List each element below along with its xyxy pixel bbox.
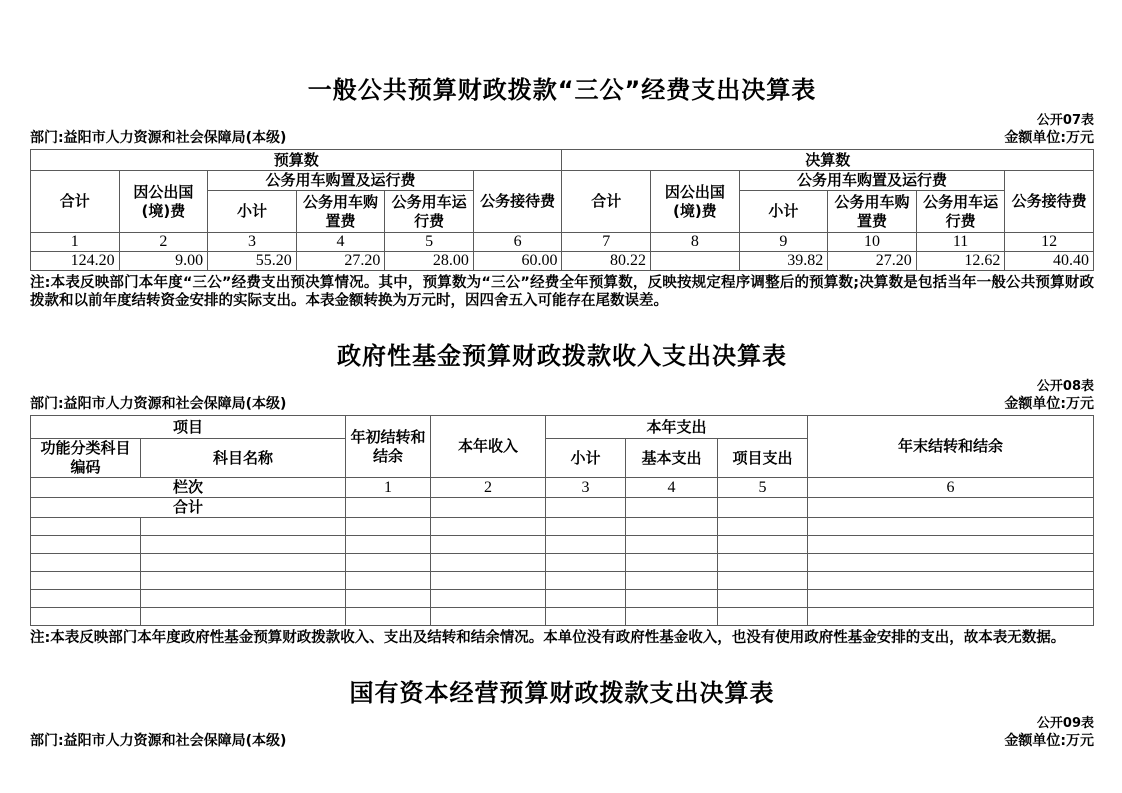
empty-cell — [31, 536, 141, 554]
year-expense-group-header: 本年支出 — [546, 416, 808, 439]
value-cell: 12.62 — [916, 252, 1005, 271]
final-abroad-header: 因公出国(境)费 — [651, 171, 740, 233]
empty-cell — [431, 518, 546, 536]
section1-title: 一般公共预算财政拨款“三公”经费支出决算表 — [307, 76, 817, 104]
budget-reception-header: 公务接待费 — [473, 171, 562, 233]
column-number-cell: 9 — [739, 233, 828, 252]
final-total-header: 合计 — [562, 171, 651, 233]
section3-table-code: 公开09表 — [1036, 716, 1094, 731]
value-cell: 55.20 — [208, 252, 297, 271]
empty-cell — [626, 554, 718, 572]
budget-abroad-header: 因公出国(境)费 — [119, 171, 208, 233]
empty-cell — [431, 554, 546, 572]
value-cell: 28.00 — [385, 252, 474, 271]
empty-cell — [141, 590, 346, 608]
empty-cell — [546, 518, 626, 536]
gov-fund-table — [30, 415, 1094, 626]
empty-cell — [718, 608, 808, 626]
empty-cell — [31, 608, 141, 626]
budget-vehicle-purchase-header: 公务用车购置费 — [296, 191, 385, 233]
empty-cell — [808, 572, 1094, 590]
empty-cell — [546, 608, 626, 626]
empty-cell — [808, 590, 1094, 608]
budget-vehicle-group-header: 公务用车购置及运行费 — [208, 171, 474, 191]
column-number-cell: 4 — [626, 478, 718, 498]
final-reception-header: 公务接待费 — [1005, 171, 1094, 233]
column-number-cell: 1 — [31, 233, 120, 252]
empty-cell — [431, 590, 546, 608]
empty-cell — [626, 536, 718, 554]
empty-cell — [718, 536, 808, 554]
empty-cell — [431, 572, 546, 590]
empty-cell — [626, 608, 718, 626]
empty-cell — [31, 590, 141, 608]
budget-vehicle-operation-header: 公务用车运行费 — [385, 191, 474, 233]
empty-cell — [626, 590, 718, 608]
empty-cell — [346, 536, 431, 554]
final-vehicle-operation-header: 公务用车运行费 — [916, 191, 1005, 233]
empty-cell — [141, 572, 346, 590]
section3-unit: 金额单位:万元 — [1004, 733, 1094, 749]
empty-cell — [546, 554, 626, 572]
value-cell: 60.00 — [473, 252, 562, 271]
empty-cell — [431, 536, 546, 554]
section2-table-code: 公开08表 — [1036, 379, 1094, 394]
empty-cell — [346, 518, 431, 536]
empty-cell — [808, 498, 1094, 518]
empty-cell — [431, 608, 546, 626]
budget-total-header: 合计 — [31, 171, 120, 233]
value-cell: 40.40 — [1005, 252, 1094, 271]
year-income-header: 本年收入 — [431, 416, 546, 478]
value-cell — [651, 252, 740, 271]
empty-cell — [718, 554, 808, 572]
empty-cell — [808, 608, 1094, 626]
empty-cell — [346, 572, 431, 590]
section3-department: 部门:益阳市人力资源和社会保障局(本级) — [30, 733, 287, 749]
column-number-cell: 6 — [473, 233, 562, 252]
final-vehicle-purchase-header: 公务用车购置费 — [828, 191, 917, 233]
value-cell: 80.22 — [562, 252, 651, 271]
empty-cell — [141, 608, 346, 626]
section2-unit: 金额单位:万元 — [1004, 396, 1094, 412]
budget-vehicle-subtotal-header: 小计 — [208, 191, 297, 233]
empty-cell — [31, 572, 141, 590]
empty-cell — [546, 572, 626, 590]
column-number-cell: 3 — [208, 233, 297, 252]
column-number-cell: 11 — [916, 233, 1005, 252]
column-number-cell: 6 — [808, 478, 1094, 498]
empty-cell — [346, 608, 431, 626]
empty-cell — [718, 590, 808, 608]
section2-department: 部门:益阳市人力资源和社会保障局(本级) — [30, 396, 287, 412]
empty-cell — [808, 554, 1094, 572]
empty-cell — [718, 518, 808, 536]
column-number-cell: 5 — [385, 233, 474, 252]
empty-cell — [141, 518, 346, 536]
empty-cell — [546, 498, 626, 518]
column-number-cell: 2 — [119, 233, 208, 252]
column-number-cell: 5 — [718, 478, 808, 498]
value-cell: 9.00 — [119, 252, 208, 271]
empty-cell — [31, 554, 141, 572]
column-number-cell: 2 — [431, 478, 546, 498]
func-code-header: 功能分类科目编码 — [31, 439, 141, 478]
column-number-cell: 12 — [1005, 233, 1094, 252]
column-number-cell: 1 — [346, 478, 431, 498]
value-cell: 27.20 — [296, 252, 385, 271]
column-number-cell: 7 — [562, 233, 651, 252]
empty-cell — [808, 536, 1094, 554]
column-number-cell: 10 — [828, 233, 917, 252]
empty-cell — [546, 590, 626, 608]
section2-title: 政府性基金预算财政拨款收入支出决算表 — [337, 342, 787, 370]
begin-balance-header: 年初结转和结余 — [346, 416, 431, 478]
final-vehicle-subtotal-header: 小计 — [739, 191, 828, 233]
empty-cell — [718, 572, 808, 590]
empty-cell — [141, 536, 346, 554]
project-expense-header: 项目支出 — [718, 439, 808, 478]
empty-cell — [346, 554, 431, 572]
section1-department: 部门:益阳市人力资源和社会保障局(本级) — [30, 130, 287, 146]
value-cell: 39.82 — [739, 252, 828, 271]
row-index-label: 栏次 — [31, 478, 346, 498]
section1-note: 注:本表反映部门本年度“三公”经费支出预决算情况。其中，预算数为“三公”经费全年预算数，反映按规定程序调整后的预算数;决算数是包括当年一般公共预算财政拨款和以前年度结转资金安排的实际支出。本表金额转换为万元时，因四舍五入可能存在尾数误差。 — [30, 275, 1094, 309]
empty-cell — [718, 498, 808, 518]
empty-cell — [808, 518, 1094, 536]
budget-group-header: 预算数 — [31, 150, 562, 171]
end-balance-header: 年末结转和结余 — [808, 416, 1094, 478]
basic-expense-header: 基本支出 — [626, 439, 718, 478]
section1-table-code: 公开07表 — [1036, 113, 1094, 128]
column-number-cell: 4 — [296, 233, 385, 252]
empty-cell — [626, 518, 718, 536]
empty-cell — [346, 498, 431, 518]
subject-name-header: 科目名称 — [141, 439, 346, 478]
empty-cell — [626, 572, 718, 590]
expense-subtotal-header: 小计 — [546, 439, 626, 478]
value-cell: 124.20 — [31, 252, 120, 271]
empty-cell — [546, 536, 626, 554]
column-number-cell: 8 — [651, 233, 740, 252]
sangong-expense-table — [30, 149, 1094, 271]
section1-unit: 金额单位:万元 — [1004, 130, 1094, 146]
final-vehicle-group-header: 公务用车购置及运行费 — [739, 171, 1005, 191]
empty-cell — [626, 498, 718, 518]
final-group-header: 决算数 — [562, 150, 1094, 171]
empty-cell — [346, 590, 431, 608]
project-group-header: 项目 — [31, 416, 346, 439]
empty-cell — [141, 554, 346, 572]
empty-cell — [31, 518, 141, 536]
value-cell: 27.20 — [828, 252, 917, 271]
empty-cell — [431, 498, 546, 518]
section2-note: 注:本表反映部门本年度政府性基金预算财政拨款收入、支出及结转和结余情况。本单位没有政府性基金收入，也没有使用政府性基金安排的支出，故本表无数据。 — [30, 630, 1066, 646]
column-number-cell: 3 — [546, 478, 626, 498]
section3-title: 国有资本经营预算财政拨款支出决算表 — [349, 679, 775, 707]
total-row-label: 合计 — [31, 498, 346, 518]
